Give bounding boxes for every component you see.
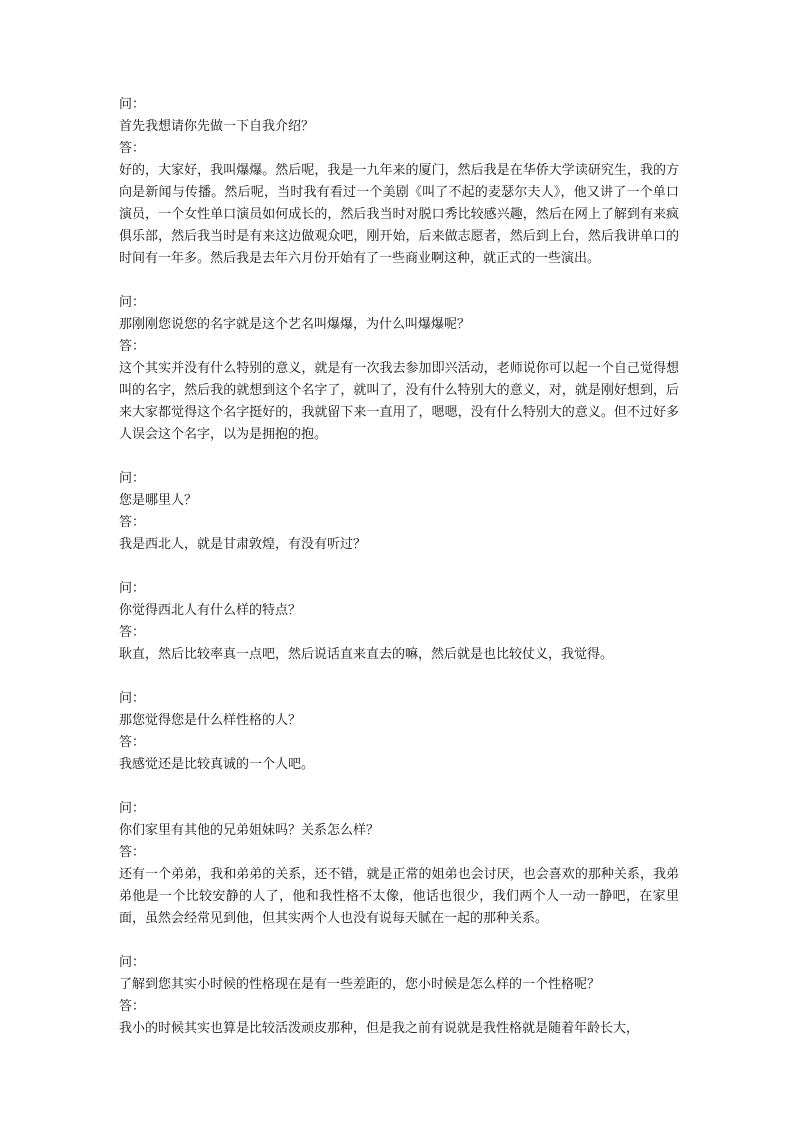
question-text: 你觉得西北人有什么样的特点？ (119, 603, 302, 618)
answer-label: 答： (119, 845, 146, 860)
answer-text: 耿直，然后比较率真一点吧，然后说话直来直去的嘛，然后就是也比较仗义，我觉得。 (119, 647, 614, 662)
answer-text: 这个其实并没有什么特别的意义，就是有一次我去参加即兴活动，老师说你可以起一个自己觉得想叫的名字，然后我的就想到这个名字了，就叫了，没有什么特别大的意义，对，就是刚好想到，后来大家都觉得这个名字挺好的，我就留下来一直用了，嗯嗯，没有什么特别大的意义。但不过好多人误会这个名字，以为是拥抱的抱。 (119, 361, 679, 442)
qa-block (119, 798, 679, 930)
answer-label: 答： (119, 735, 146, 750)
qa-block (119, 578, 679, 666)
question-text: 那您觉得您是什么样性格的人？ (119, 713, 302, 728)
question-text: 了解到您其实小时候的性格现在是有一些差距的，您小时候是怎么样的一个性格呢？ (119, 977, 601, 992)
question-text: 首先我想请你先做一下自我介绍？ (119, 119, 315, 134)
question-text: 你们家里有其他的兄弟姐妹吗？关系怎么样？ (119, 823, 380, 838)
answer-label: 答： (119, 625, 146, 640)
question-label: 问： (119, 97, 146, 112)
answer-text: 我小的时候其实也算是比较活泼顽皮那种，但是我之前有说就是我性格就是随着年龄长大， (119, 1021, 640, 1036)
qa-block (119, 94, 679, 270)
question-label: 问： (119, 295, 146, 310)
answer-text: 好的，大家好，我叫爆爆。然后呢，我是一九年来的厦门，然后我是在华侨大学读研究生，我的方向是新闻与传播。然后呢，当时我有看过一个美剧《叫了不起的麦瑟尔夫人》，他又讲了一个单口演员，一个女性单口演员如何成长的，然后我当时对脱口秀比较感兴趣，然后在网上了解到有来疯俱乐部，然后我当时是有来这边做观众吧，刚开始，后来做志愿者，然后到上台，然后我讲单口的时间有一年多。然后我是去年六月份开始有了一些商业啊这种，就正式的一些演出。 (119, 163, 679, 266)
qa-block (119, 952, 679, 1040)
qa-block (119, 292, 679, 446)
question-label: 问： (119, 955, 146, 970)
question-label: 问： (119, 581, 146, 596)
answer-text: 还有一个弟弟，我和弟弟的关系，还不错，就是正常的姐弟也会讨厌，也会喜欢的那种关系，我弟弟他是一个比较安静的人了，他和我性格不太像，他话也很少，我们两个人一动一静吧，在家里面，虽然会经常见到他，但其实两个人也没有说每天腻在一起的那种关系。 (119, 867, 679, 926)
qa-block (119, 688, 679, 776)
answer-label: 答： (119, 339, 146, 354)
question-label: 问： (119, 471, 146, 486)
qa-block (119, 468, 679, 556)
question-text: 您是哪里人？ (119, 493, 198, 508)
answer-text: 我感觉还是比较真诚的一个人吧。 (119, 757, 315, 772)
question-label: 问： (119, 691, 146, 706)
answer-label: 答： (119, 999, 146, 1014)
answer-text: 我是西北人，就是甘肃敦煌，有没有听过？ (119, 537, 367, 552)
question-text: 那刚刚您说您的名字就是这个艺名叫爆爆，为什么叫爆爆呢？ (119, 317, 471, 332)
answer-label: 答： (119, 141, 146, 156)
interview-transcript (119, 94, 679, 1062)
answer-label: 答： (119, 515, 146, 530)
question-label: 问： (119, 801, 146, 816)
